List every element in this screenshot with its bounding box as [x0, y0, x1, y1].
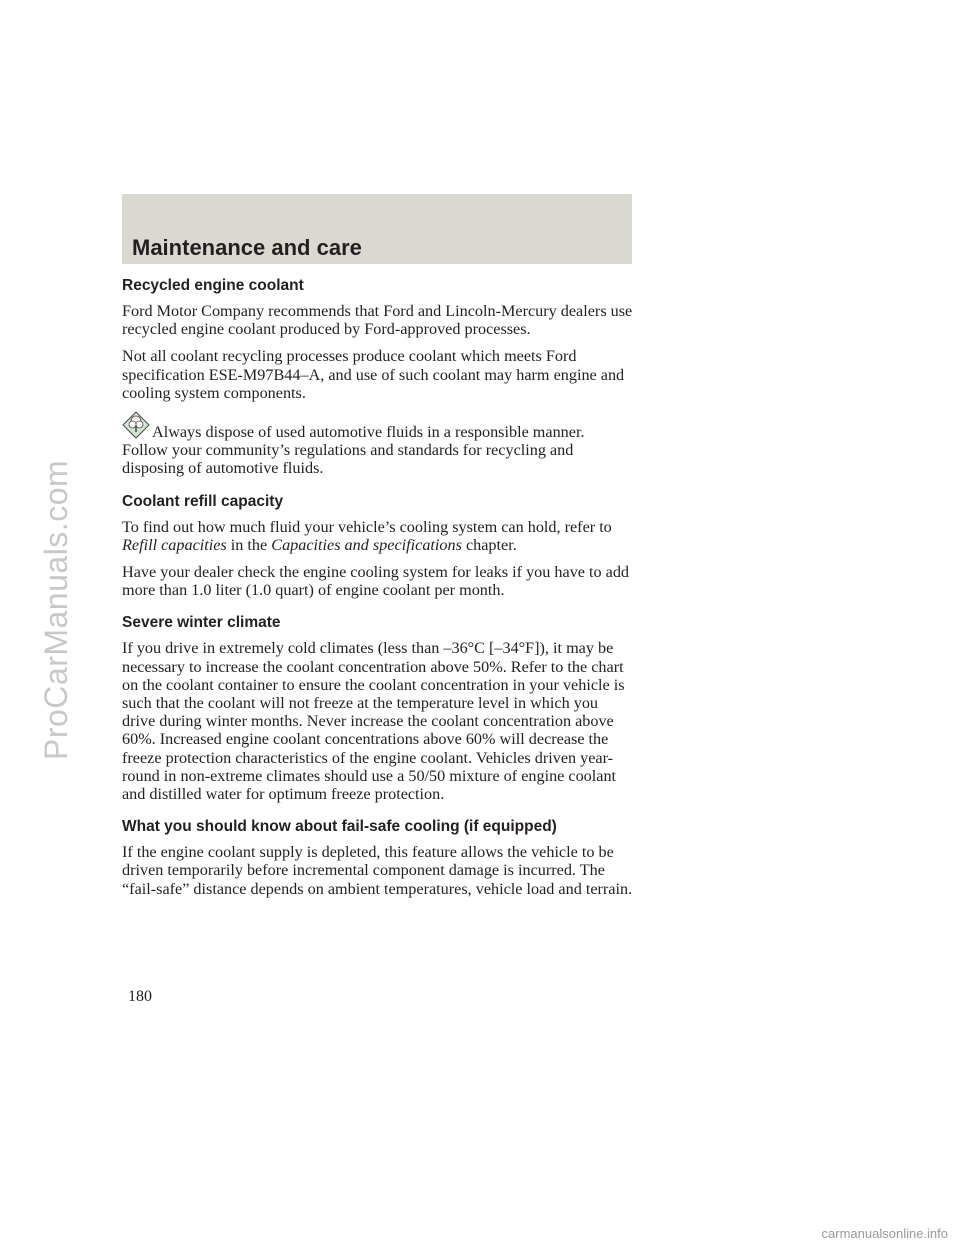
- heading-recycled-coolant: Recycled engine coolant: [122, 277, 304, 294]
- capacities-specifications-reference: Capacities and specifications: [271, 535, 462, 554]
- chapter-title: Maintenance and care: [132, 235, 362, 260]
- heading-fail-safe-cooling: What you should know about fail-safe cooling (if equipped): [122, 818, 557, 836]
- paragraph-refill-2: Have your dealer check the engine cooling system for leaks if you have to add more than 1.0 liter (1.0 quart) of engine coolant per month.: [122, 563, 630, 600]
- refill-capacities-reference: Refill capacities: [122, 535, 227, 554]
- bottom-watermark: [0, 1226, 960, 1241]
- refill-text-mid: in the: [226, 535, 272, 554]
- tree-leaf-icon: [122, 411, 150, 439]
- heading-severe-winter: Severe winter climate: [122, 614, 281, 632]
- side-watermark: [0, 0, 74, 1242]
- environment-note-text: Always dispose of used automotive fluids in a responsible manner. Follow your community’s regulations and standards for recycling and disposing of automotive fluids.: [122, 423, 585, 478]
- heading-refill-capacity: Coolant refill capacity: [122, 492, 284, 510]
- page-content: [122, 276, 634, 907]
- paragraph-refill-1: [122, 518, 634, 554]
- bottom-watermark-text: carmanualsonline.info: [821, 1226, 948, 1241]
- paragraph-winter-1: If you drive in extremely cold climates (less than –36°C [–34°F]), it may be necessary to increase the coolant concentration above 50%. Refer to the chart on the coolant container to ensure the coolant concentration in your vehicle is such that the coolant will not freeze at the temperature level in which you drive during winter months. Never increase the coolant concentration above 60%. Increased engine coolant concentrations above 60% will decrease the freeze protection characteristics of the engine coolant. Vehicles driven year-round in non-extreme climates should use a 50/50 mixture of engine coolant and distilled water for optimum freeze protection.: [122, 639, 625, 804]
- side-watermark-text: ProCarManuals.com: [38, 459, 74, 760]
- page-number: 180: [128, 988, 152, 1005]
- paragraph-recycled-2: Not all coolant recycling processes produce coolant which meets Ford specification ESE-M97B44–A, and use of such coolant may harm engine and cooling system components.: [122, 347, 625, 402]
- environment-note: [122, 411, 634, 478]
- refill-text-post: chapter.: [461, 535, 517, 554]
- paragraph-failsafe-1: If the engine coolant supply is depleted, this feature allows the vehicle to be driven temporarily before incremental component damage is incurred. The “fail-safe” distance depends on ambient temperatures, vehicle load and terrain.: [122, 843, 633, 898]
- refill-text-pre: To find out how much fluid your vehicle’s cooling system can hold, refer to: [122, 517, 612, 536]
- chapter-header-band: [122, 194, 632, 264]
- paragraph-recycled-1: Ford Motor Company recommends that Ford and Lincoln-Mercury dealers use recycled engine coolant produced by Ford-approved processes.: [122, 302, 633, 339]
